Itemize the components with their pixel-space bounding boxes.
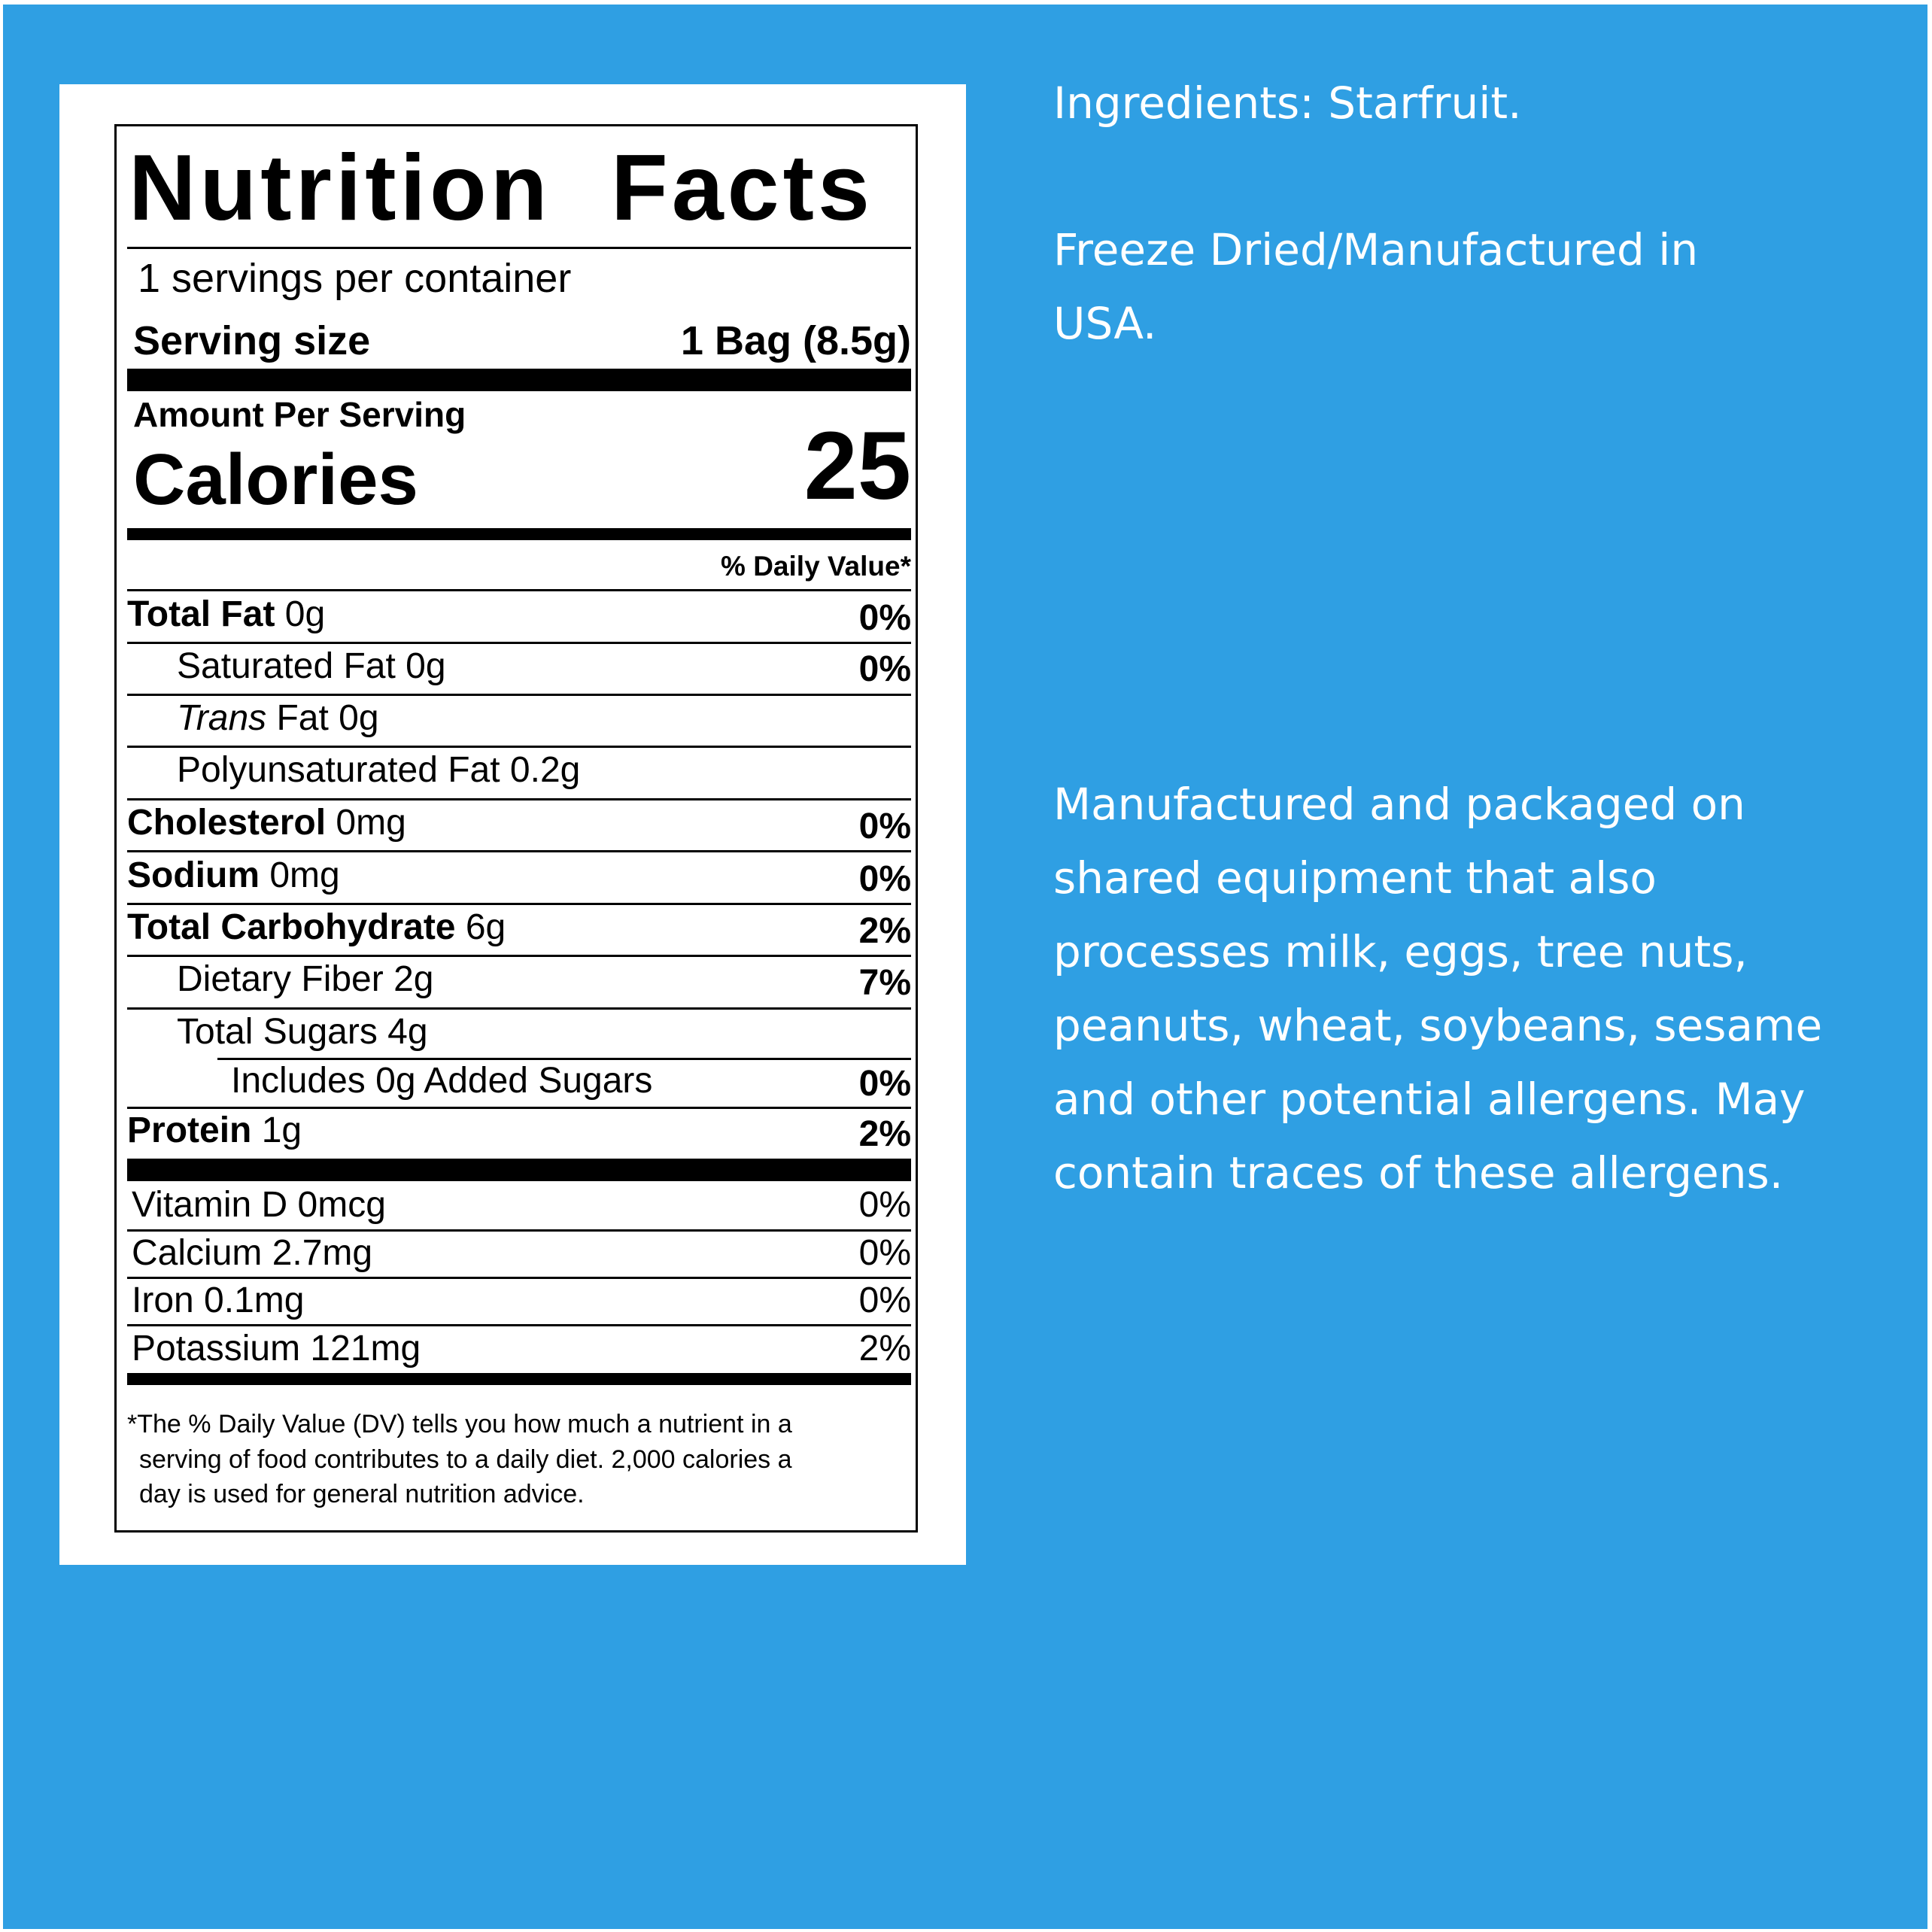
nutrient-name: Cholesterol xyxy=(127,803,327,843)
nutrient-saturated-fat: Saturated Fat 0g xyxy=(177,646,446,686)
calories-value: 25 xyxy=(803,412,911,520)
origin-line: Freeze Dried/Manufactured in xyxy=(1053,224,1699,275)
ingredients-text: Ingredients: Starfruit. xyxy=(1053,77,1522,129)
nutrient-name: Total Carbohydrate xyxy=(127,907,456,947)
allergen-line: shared equipment that also xyxy=(1053,852,1657,904)
nutrient-total-sugars: Total Sugars 4g xyxy=(177,1012,428,1052)
nutrient-dv: 0% xyxy=(858,1064,911,1104)
rule xyxy=(127,1007,911,1010)
rule xyxy=(127,850,911,852)
iron: Iron 0.1mg xyxy=(132,1280,305,1320)
vitamin-dv: 0% xyxy=(858,1185,911,1225)
nutrient-name: Total Fat xyxy=(127,594,275,634)
rule xyxy=(127,1229,911,1232)
nutrient-cholesterol xyxy=(127,805,406,841)
nutrient-name-italic: Trans xyxy=(177,698,267,738)
nutrition-facts-label xyxy=(114,124,918,1533)
nutrient-sodium xyxy=(127,855,340,895)
nutrient-amount: 0g xyxy=(284,594,326,634)
allergen-line: contain traces of these allergens. xyxy=(1053,1147,1784,1198)
right-border xyxy=(1927,0,1932,1932)
rule xyxy=(127,746,911,748)
nutrient-dv: 0% xyxy=(858,598,911,638)
left-border xyxy=(0,0,3,1932)
nutrition-facts-title: Nutrition Facts xyxy=(129,136,873,240)
rule-mid xyxy=(127,528,911,540)
rule xyxy=(217,1058,911,1060)
footnote-line: serving of food contributes to a daily diet. 2,000 calories a xyxy=(139,1445,792,1474)
nutrient-amount: 1g xyxy=(261,1110,302,1150)
serving-size-value: 1 Bag (8.5g) xyxy=(680,318,911,363)
rule xyxy=(127,589,911,591)
rule-thick xyxy=(127,1159,911,1181)
vitamin-d: Vitamin D 0mcg xyxy=(132,1185,386,1225)
nutrient-dv: 2% xyxy=(858,1114,911,1154)
nutrient-trans-fat xyxy=(177,700,379,737)
amount-per-serving: Amount Per Serving xyxy=(133,395,466,434)
vitamin-dv: 2% xyxy=(858,1329,911,1368)
nutrient-dv: 0% xyxy=(858,649,911,689)
rule xyxy=(127,798,911,800)
rule xyxy=(127,1277,911,1279)
rule xyxy=(127,1324,911,1326)
nutrient-dv: 2% xyxy=(858,911,911,951)
nutrient-added-sugars: Includes 0g Added Sugars xyxy=(231,1061,653,1101)
nutrient-amount: 0mg xyxy=(336,803,406,843)
rule xyxy=(127,955,911,957)
allergen-line: and other potential allergens. May xyxy=(1053,1074,1806,1125)
nutrient-dietary-fiber: Dietary Fiber 2g xyxy=(177,959,434,999)
top-border xyxy=(0,0,1932,5)
rule-mid xyxy=(127,1373,911,1385)
nutrient-total-fat xyxy=(127,594,326,634)
rule xyxy=(127,694,911,696)
calories-label: Calories xyxy=(133,439,418,520)
vitamin-dv: 0% xyxy=(858,1233,911,1273)
nutrient-protein xyxy=(127,1110,302,1150)
vitamin-dv: 0% xyxy=(858,1280,911,1320)
calcium: Calcium 2.7mg xyxy=(132,1233,373,1273)
serving-size-label: Serving size xyxy=(133,318,371,363)
footnote-line: day is used for general nutrition advice. xyxy=(139,1480,585,1508)
nutrient-dv: 0% xyxy=(858,807,911,846)
nutrient-dv: 0% xyxy=(858,859,911,899)
nutrient-name: Fat 0g xyxy=(276,698,379,738)
bottom-border xyxy=(0,1929,1932,1932)
rule xyxy=(127,1107,911,1109)
servings-per-container: 1 servings per container xyxy=(138,256,572,301)
potassium: Potassium 121mg xyxy=(132,1329,421,1368)
nutrient-amount: 6g xyxy=(465,907,506,947)
daily-value-header: % Daily Value* xyxy=(721,551,911,582)
nutrient-polyunsaturated-fat: Polyunsaturated Fat 0.2g xyxy=(177,750,581,790)
nutrient-name: Sodium xyxy=(127,855,260,895)
nutrient-amount: 0mg xyxy=(269,855,340,895)
allergen-line: processes milk, eggs, tree nuts, xyxy=(1053,926,1748,977)
allergen-line: peanuts, wheat, soybeans, sesame xyxy=(1053,1000,1823,1051)
nutrient-dv: 7% xyxy=(858,963,911,1003)
footnote-line: *The % Daily Value (DV) tells you how much a nutrient in a xyxy=(127,1410,792,1438)
rule-thick xyxy=(127,369,911,391)
nutrient-total-carbohydrate xyxy=(127,907,506,947)
allergen-line: Manufactured and packaged on xyxy=(1053,779,1745,830)
nutrient-name: Protein xyxy=(127,1110,252,1150)
origin-line: USA. xyxy=(1053,298,1157,349)
rule xyxy=(127,247,911,249)
rule xyxy=(127,903,911,905)
rule xyxy=(127,642,911,644)
